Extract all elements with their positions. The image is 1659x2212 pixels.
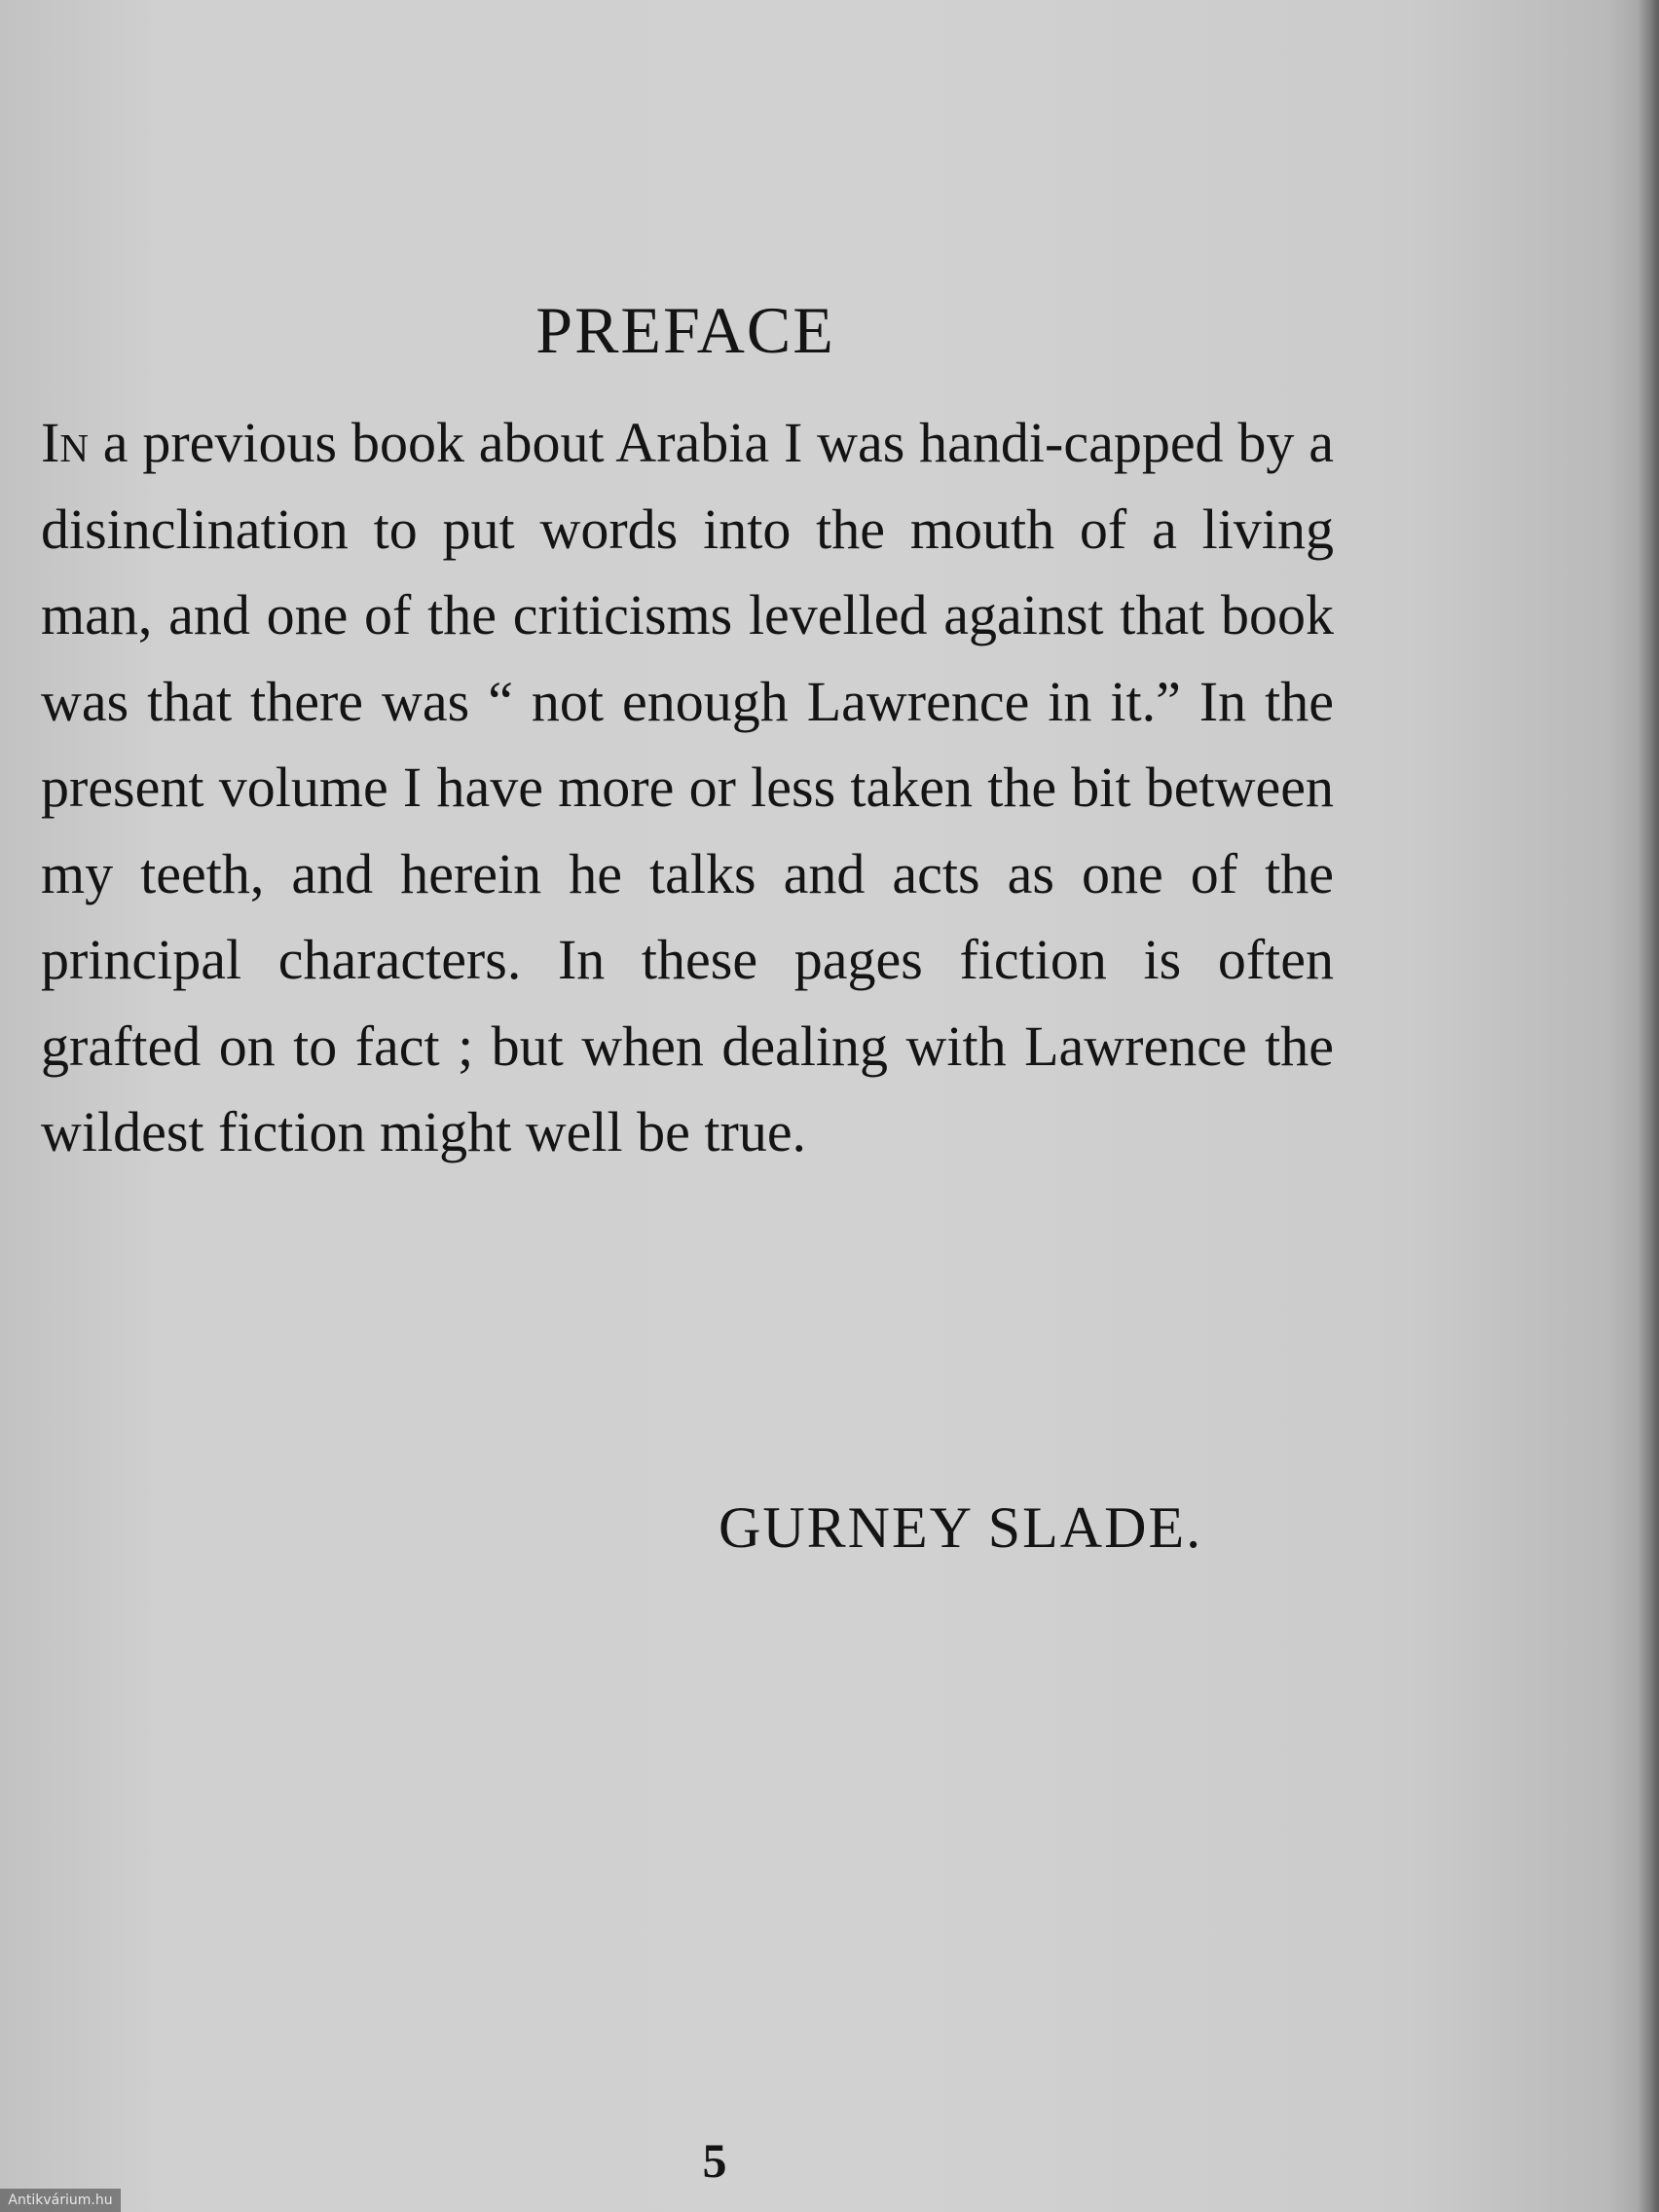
page-edge-shadow [1638, 0, 1659, 2212]
author-signature: GURNEY SLADE. [719, 1495, 1203, 1560]
preface-body: a previous book about Arabia I was handi-capped by a disinclination to put words into the mouth of a living man, and one of the criticisms levelled against that book was that there was “ not enough Lawrence in it.” In the present volume I have more or less taken the bit between my teeth, and herein he talks and acts as one of the principal characters. In these pages fiction is often grafted on to fact ; but when dealing with Lawrence the wildest fiction might well be true. [41, 411, 1334, 1163]
page-title: PREFACE [535, 293, 835, 367]
preface-paragraph [41, 400, 1334, 1176]
watermark-label: Antikvárium.hu [0, 2189, 121, 2212]
page-number: 5 [702, 2133, 727, 2188]
dropcap-word: In [41, 411, 89, 474]
